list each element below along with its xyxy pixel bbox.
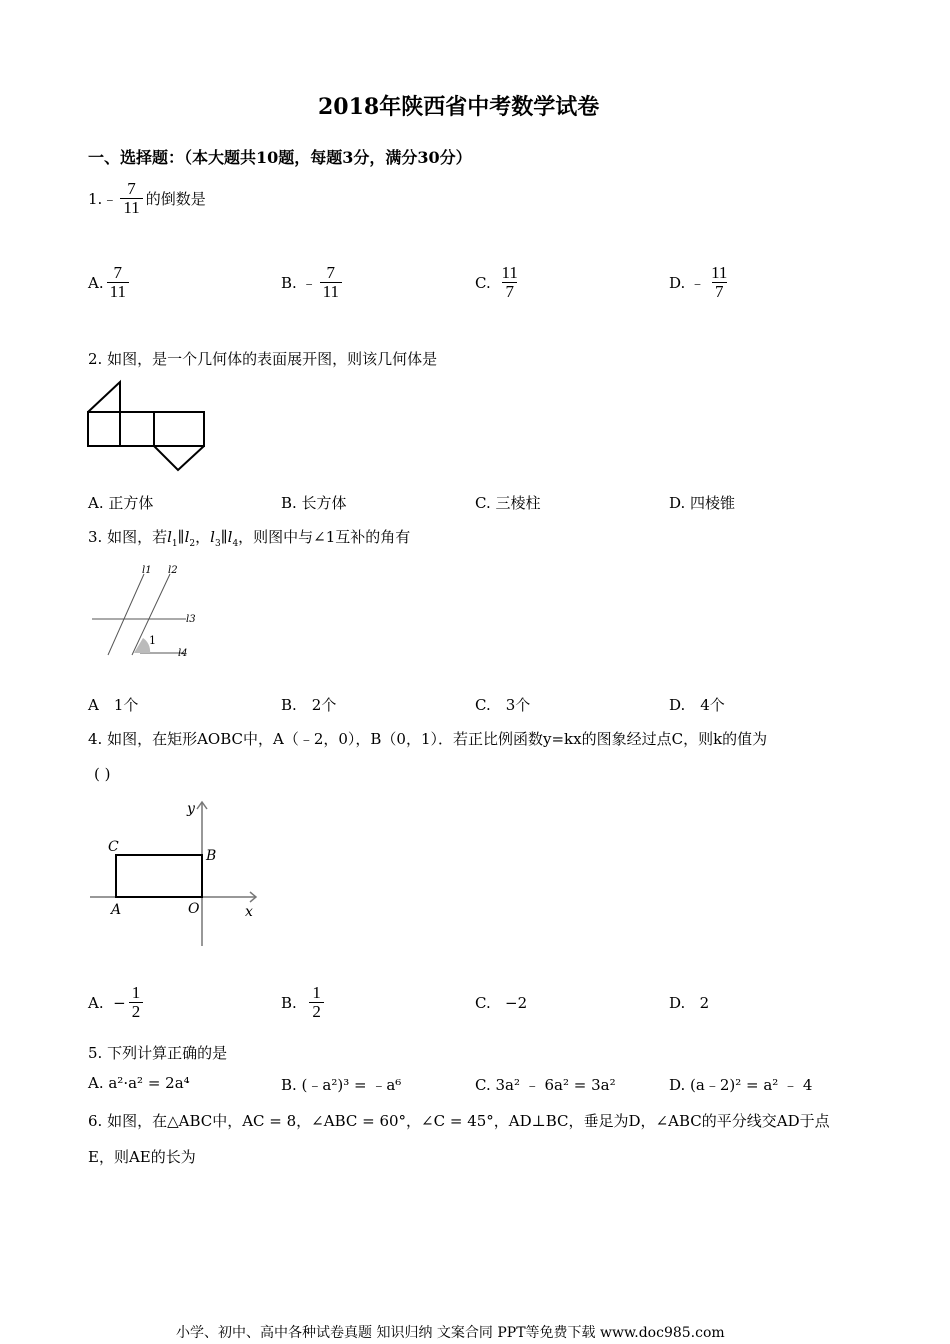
q1-number: 1.: [88, 189, 103, 208]
question-1: [88, 180, 206, 217]
option-denominator: 2: [129, 1002, 144, 1021]
net-bottom-triangle: [154, 446, 204, 470]
option-fraction: [320, 264, 342, 301]
q4-option-b[interactable]: [281, 984, 327, 1021]
option-label: A.: [88, 993, 104, 1012]
q2-option-b[interactable]: B. 长方体: [281, 494, 347, 512]
option-numerator: 7: [113, 263, 123, 282]
q3-parallel-lines-figure: [88, 562, 208, 666]
option-label: B.: [281, 993, 297, 1012]
option-value: 2: [699, 994, 710, 1012]
option-denominator: 11: [107, 282, 129, 301]
label-o: O: [188, 901, 200, 917]
option-denominator: 11: [320, 282, 342, 301]
question-6-line-1: 6. 如图，在△ABC中，AC = 8，∠ABC = 60°，∠C = 45°，AD⊥BC，垂足为D，∠ABC的平分线交AD于点: [88, 1112, 830, 1130]
q2-option-c[interactable]: C. 三棱柱: [475, 494, 541, 512]
label-x: x: [245, 904, 253, 920]
option-label: C.: [475, 994, 491, 1012]
option-label: B.: [281, 273, 297, 292]
q3-comma: ，: [195, 528, 211, 546]
option-numerator: 1: [312, 983, 321, 1002]
q4-option-c[interactable]: [475, 994, 527, 1012]
question-3: [88, 526, 410, 549]
label-l1: l1: [142, 565, 152, 576]
question-6-line-2: E，则AE的长为: [88, 1148, 196, 1166]
q3-option-a[interactable]: A 1个: [88, 696, 139, 714]
q3-l2: l: [184, 528, 190, 546]
q1-text: 的倒数是: [145, 190, 206, 208]
label-c: C: [108, 839, 119, 855]
q3-parallel-2: ∥: [220, 528, 228, 546]
rectangle-aobc: [116, 855, 202, 897]
option-value: −2: [505, 994, 528, 1012]
q2-net-figure: [84, 378, 208, 474]
q1-fraction: [120, 180, 142, 217]
q3-option-d[interactable]: D. 4个: [669, 696, 725, 714]
option-sign: ﹣: [690, 274, 706, 292]
q1-option-b[interactable]: [281, 264, 345, 301]
q5-option-b[interactable]: B. (﹣a²)³ = ﹣a⁶: [281, 1076, 402, 1094]
q3-l3: l: [210, 528, 215, 546]
q3-stem-a: 3. 如图，若: [88, 528, 168, 546]
option-fraction: [708, 264, 730, 301]
label-l4: l4: [178, 648, 188, 659]
q5-option-a[interactable]: A. a²·a² = 2a⁴: [88, 1074, 190, 1092]
q3-option-c[interactable]: C. 3个: [475, 696, 531, 714]
option-sign: ﹣: [301, 274, 317, 292]
label-b: B: [206, 848, 217, 864]
footer-text: 小学、初中、高中各种试卷真题 知识归纳 文案合同 PPT等免费下载 www.doc985.com: [176, 1325, 725, 1341]
option-label: A.: [88, 273, 104, 292]
question-2: 2. 如图，是一个几何体的表面展开图，则该几何体是: [88, 350, 438, 368]
option-sign: −: [113, 993, 126, 1012]
q3-l4-sub: 4: [232, 539, 239, 549]
option-fraction: [309, 984, 324, 1021]
q1-numerator: 7: [127, 179, 136, 198]
q4-option-a[interactable]: [88, 984, 146, 1021]
label-y: y: [187, 801, 195, 817]
net-rectangles: [88, 412, 204, 446]
q1-option-a[interactable]: [88, 264, 132, 301]
q4-option-d[interactable]: [669, 994, 709, 1012]
option-numerator: 7: [326, 263, 336, 282]
q1-denominator: 11: [120, 198, 142, 217]
q3-l1: l: [167, 528, 172, 546]
q1-option-d[interactable]: [669, 264, 733, 301]
option-numerator: 11: [711, 263, 728, 282]
option-fraction: [107, 264, 129, 301]
label-l2: l2: [168, 565, 178, 576]
option-label: D.: [669, 994, 686, 1012]
q5-option-d[interactable]: D. (a﹣2)² = a² ﹣ 4: [669, 1076, 813, 1094]
option-fraction: [129, 984, 144, 1021]
option-denominator: 7: [502, 282, 517, 301]
q1-sign: ﹣: [102, 190, 118, 208]
q3-stem-b: ，则图中与∠1互补的角有: [238, 528, 411, 546]
option-denominator: 7: [712, 282, 727, 301]
q5-option-c[interactable]: C. 3a² ﹣ 6a² = 3a²: [475, 1076, 616, 1094]
q3-l2-sub: 2: [189, 539, 196, 549]
q1-option-c[interactable]: [475, 264, 524, 301]
q4-answer-paren: ( ): [94, 765, 111, 783]
net-top-triangle: [88, 382, 120, 412]
line-l1: [108, 574, 144, 655]
label-angle-1: 1: [149, 634, 156, 647]
option-fraction: [499, 264, 521, 301]
q3-l1-sub: 1: [171, 539, 178, 549]
q3-l4: l: [227, 528, 233, 546]
label-l3: l3: [186, 614, 196, 625]
option-numerator: 11: [501, 263, 518, 282]
section-heading: 一、选择题：（本大题共10题，每题3分，满分30分）: [88, 148, 472, 167]
option-label: D.: [669, 273, 686, 292]
question-4: 4. 如图，在矩形AOBC中，A（﹣2，0），B（0，1）．若正比例函数y=kx的图象经过点C，则k的值为: [88, 730, 768, 748]
q3-l3-sub: 3: [214, 539, 221, 549]
question-5: 5. 下列计算正确的是: [88, 1044, 228, 1062]
q2-option-d[interactable]: D. 四棱锥: [669, 494, 736, 512]
label-a: A: [111, 902, 122, 918]
option-label: C.: [475, 273, 491, 292]
option-numerator: 1: [131, 983, 141, 1002]
q3-parallel-1: ∥: [177, 528, 185, 546]
option-denominator: 2: [309, 1002, 324, 1021]
page-title: 2018年陕西省中考数学试卷: [318, 94, 600, 120]
q4-coordinate-figure: [88, 796, 264, 948]
q3-option-b[interactable]: B. 2个: [281, 696, 337, 714]
q2-option-a[interactable]: A. 正方体: [88, 494, 154, 512]
